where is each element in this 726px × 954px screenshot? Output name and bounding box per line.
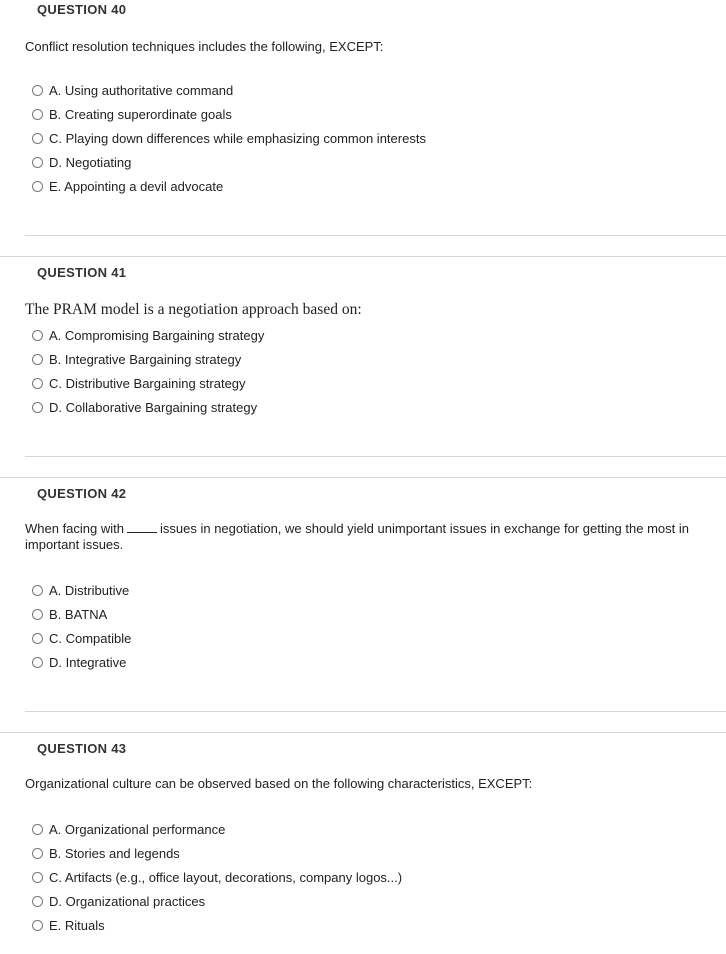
option-label: D. Negotiating	[49, 154, 132, 170]
question-40-header	[0, 0, 726, 28]
question-title: QUESTION 40	[37, 2, 127, 17]
option-label: B. Integrative Bargaining strategy	[49, 351, 242, 367]
answer-option-a[interactable]	[32, 326, 264, 344]
option-label: C. Artifacts (e.g., office layout, decorations, company logos...)	[49, 869, 403, 885]
question-text: Conflict resolution techniques includes the following, EXCEPT:	[25, 39, 384, 54]
option-label: C. Compatible	[49, 630, 132, 646]
answer-option-d[interactable]	[32, 398, 257, 416]
question-text-start: When facing with	[25, 521, 124, 536]
question-title: QUESTION 43	[37, 741, 127, 756]
radio-button[interactable]	[32, 330, 43, 341]
radio-button[interactable]	[32, 402, 43, 413]
question-43-header	[0, 732, 726, 769]
option-label: B. BATNA	[49, 606, 108, 622]
question-41-header	[0, 256, 726, 293]
radio-button[interactable]	[32, 848, 43, 859]
option-label: A. Distributive	[49, 582, 130, 598]
radio-button[interactable]	[32, 85, 43, 96]
question-42-header	[0, 477, 726, 514]
question-text-end: issues in negotiation, we should yield unimportant issues in exchange for getting the most in important issues.	[25, 521, 689, 552]
radio-button[interactable]	[32, 633, 43, 644]
question-text	[25, 521, 715, 553]
option-label: A. Organizational performance	[49, 821, 226, 837]
radio-button[interactable]	[32, 354, 43, 365]
option-label: C. Playing down differences while emphasizing common interests	[49, 130, 426, 146]
answer-option-b[interactable]	[32, 844, 180, 862]
option-label: C. Distributive Bargaining strategy	[49, 375, 246, 391]
answer-option-a[interactable]	[32, 81, 233, 99]
answer-option-d[interactable]	[32, 892, 205, 910]
radio-button[interactable]	[32, 157, 43, 168]
radio-button[interactable]	[32, 378, 43, 389]
answer-option-e[interactable]	[32, 916, 105, 934]
separator	[25, 711, 726, 712]
radio-button[interactable]	[32, 872, 43, 883]
option-label: A. Using authoritative command	[49, 82, 234, 98]
option-label: A. Compromising Bargaining strategy	[49, 327, 265, 343]
answer-option-c[interactable]	[32, 374, 246, 392]
answer-option-a[interactable]	[32, 581, 129, 599]
option-label: D. Organizational practices	[49, 893, 206, 909]
answer-option-c[interactable]	[32, 629, 131, 647]
answer-option-b[interactable]	[32, 105, 232, 123]
radio-button[interactable]	[32, 824, 43, 835]
answer-option-b[interactable]	[32, 605, 107, 623]
radio-button[interactable]	[32, 181, 43, 192]
radio-button[interactable]	[32, 585, 43, 596]
question-text: Organizational culture can be observed based on the following characteristics, EXCEPT:	[25, 776, 533, 791]
option-label: D. Integrative	[49, 654, 127, 670]
option-label: B. Creating superordinate goals	[49, 106, 232, 122]
answer-option-a[interactable]	[32, 820, 225, 838]
fill-in-blank	[127, 523, 157, 533]
option-label: D. Collaborative Bargaining strategy	[49, 399, 258, 415]
answer-option-e[interactable]	[32, 177, 223, 195]
answer-option-b[interactable]	[32, 350, 241, 368]
question-title: QUESTION 42	[37, 486, 127, 501]
option-label: B. Stories and legends	[49, 845, 180, 861]
option-label: E. Appointing a devil advocate	[49, 178, 224, 194]
separator	[25, 235, 726, 236]
question-text: The PRAM model is a negotiation approach based on:	[25, 301, 362, 318]
radio-button[interactable]	[32, 109, 43, 120]
answer-option-d[interactable]	[32, 153, 131, 171]
radio-button[interactable]	[32, 657, 43, 668]
answer-option-c[interactable]	[32, 868, 402, 886]
radio-button[interactable]	[32, 133, 43, 144]
radio-button[interactable]	[32, 920, 43, 931]
radio-button[interactable]	[32, 609, 43, 620]
option-label: E. Rituals	[49, 917, 105, 933]
separator	[25, 456, 726, 457]
question-title: QUESTION 41	[37, 265, 127, 280]
radio-button[interactable]	[32, 896, 43, 907]
answer-option-d[interactable]	[32, 653, 126, 671]
answer-option-c[interactable]	[32, 129, 426, 147]
